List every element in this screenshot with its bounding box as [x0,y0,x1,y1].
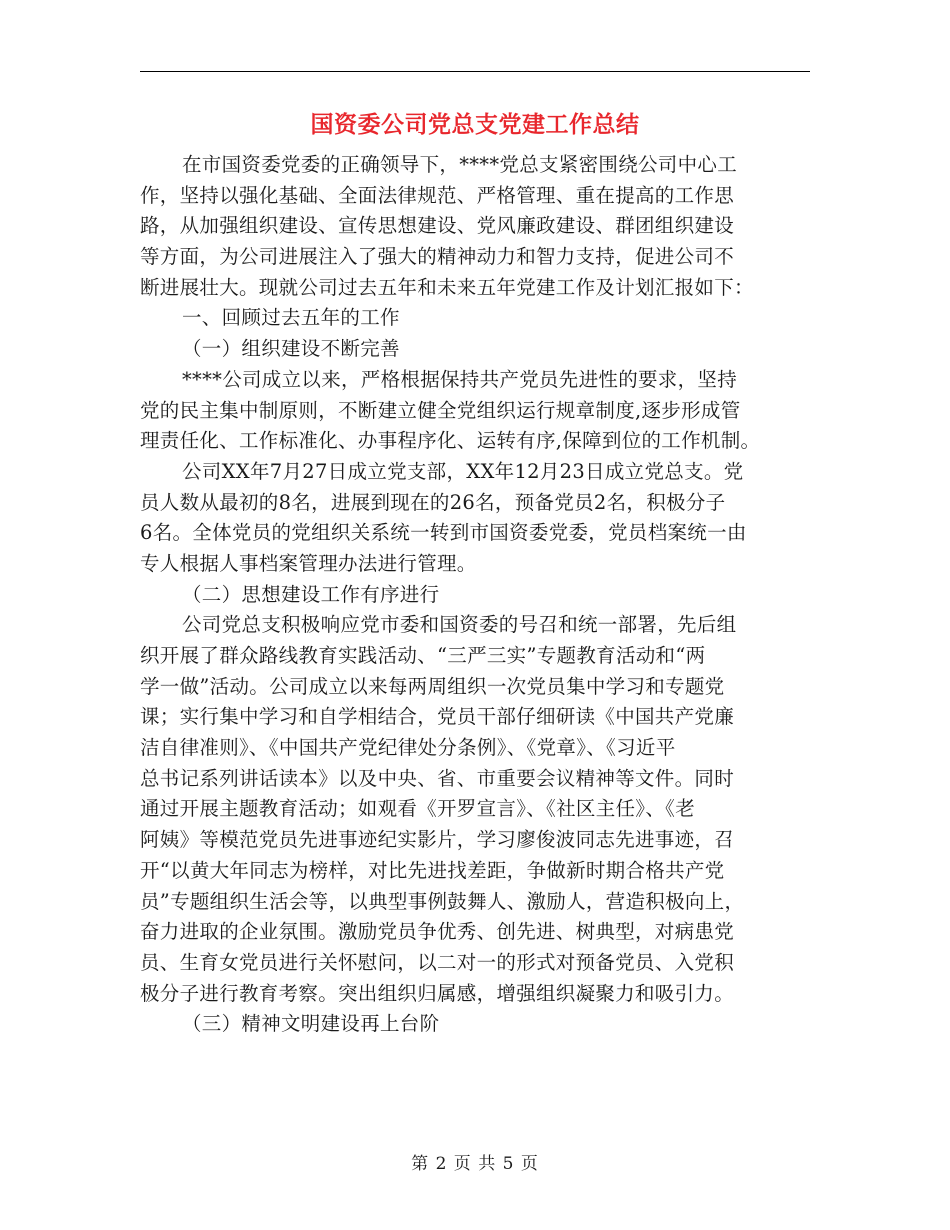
text-line: 在市国资委党委的正确领导下，****党总支紧密围绕公司中心工 [182,153,737,176]
text-line: 作，坚持以强化基础、全面法律规范、严格管理、重在提高的工作思 [140,183,735,207]
text-line: 阿姨》等模范党员先进事迹纪实影片，学习廖俊波同志先进事迹，召 [140,828,735,852]
text-line: 路，从加强组织建设、宣传思想建设、党风廉政建设、群团组织建设 [140,214,735,238]
text-line: ****公司成立以来，严格根据保持共产党员先进性的要求，坚持 [182,367,737,391]
text-line: 洁自律准则》、《中国共产党纪律处分条例》、《党章》、《习近平 [140,736,676,760]
header-rule [140,71,810,72]
text-line: 专人根据人事档案管理办法进行管理。 [140,551,477,575]
text-line: 员”专题组织生活会等，以典型事例鼓舞人、激励人，营造积极向上， [140,889,745,913]
text-line: 总书记系列讲话读本》以及中央、省、市重要会议精神等文件。同时 [140,766,735,790]
page-number-footer: 第 2 页 共 5 页 [411,1154,539,1174]
text-line: 学一做”活动。公司成立以来每两周组织一次党员集中学习和专题党 [140,674,725,698]
text-line: （三）精神文明建设再上台阶 [182,1012,440,1036]
text-line: 通过开展主题教育活动；如观看《开罗宣言》、《社区主任》、《老 [140,797,696,821]
text-line: 员、生育女党员进行关怀慰问，以二对一的形式对预备党员、入党积 [140,950,735,974]
text-line: 公司XX年7月27日成立党支部，XX年12月23日成立党总支。党 [182,459,744,483]
text-line: 织开展了群众路线教育实践活动、“三严三实”专题教育活动和“两 [140,644,706,667]
text-line: 等方面，为公司进展注入了强大的精神动力和智力支持，促进公司不 [140,245,735,269]
text-line: 理责任化、工作标准化、办事程序化、运转有序,保障到位的工作机制。 [140,429,761,453]
text-line: 极分子进行教育考察。突出组织归属感，增强组织凝聚力和吸引力。 [140,981,735,1005]
document-title: 国资委公司党总支党建工作总结 [310,112,640,138]
text-line: （一）组织建设不断完善 [182,337,400,361]
text-line: 公司党总支积极响应党市委和国资委的号召和统一部署，先后组 [182,613,737,637]
document-body [140,150,815,1040]
text-line: 6名。全体党员的党组织关系统一转到市国资委党委，党员档案统一由 [140,521,747,545]
text-line: 断进展壮大。现就公司过去五年和未来五年党建工作及计划汇报如下： [140,275,754,299]
text-line: 员人数从最初的8名，进展到现在的26名，预备党员2名，积极分子 [140,490,726,514]
text-line: （二）思想建设工作有序进行 [182,582,440,606]
text-line: 奋力进取的企业氛围。激励党员争优秀、创先进、树典型，对病患党 [140,920,735,944]
text-line: 课；实行集中学习和自学相结合，党员干部仔细研读《中国共产党廉 [140,705,735,729]
text-line: 党的民主集中制原则，不断建立健全党组织运行规章制度,逐步形成管 [140,398,741,422]
text-line: 开“以黄大年同志为榜样，对比先进找差距，争做新时期合格共产党 [140,858,725,882]
text-line: 一、回顾过去五年的工作 [182,306,400,330]
